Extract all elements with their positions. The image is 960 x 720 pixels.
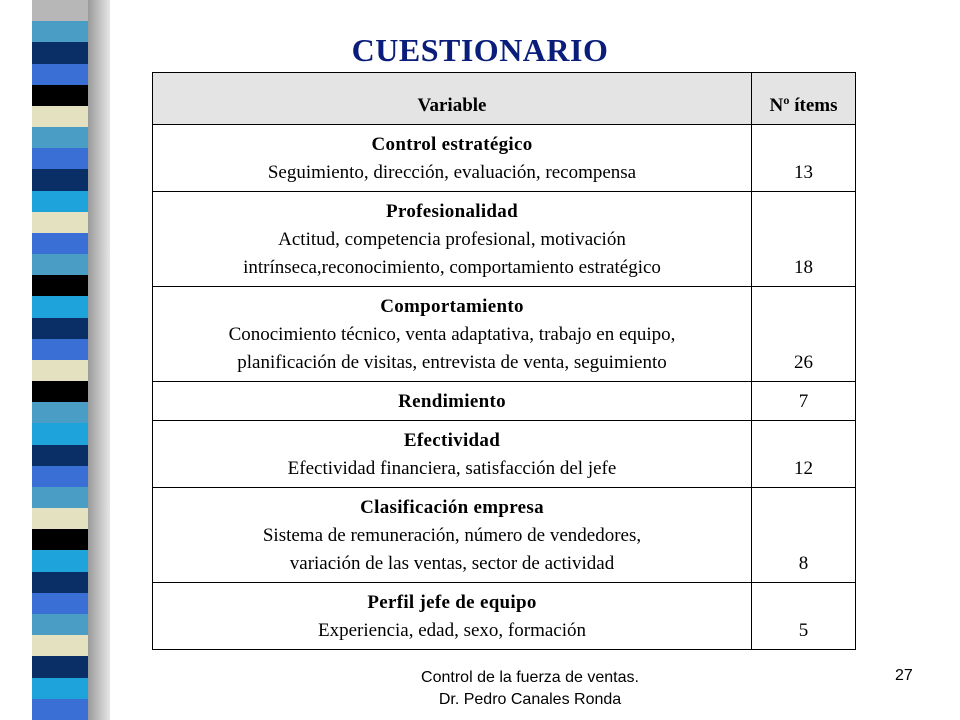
- variable-cell: [153, 192, 752, 287]
- variable-cell: [153, 583, 752, 650]
- table-row: [153, 488, 856, 583]
- table-row: [153, 382, 856, 421]
- variable-description: Sistema de remuneración, número de vendedores,: [262, 525, 642, 546]
- table-row: [153, 287, 856, 382]
- variable-description: intrínseca,reconocimiento, comportamiento estratégico: [243, 257, 661, 278]
- stripe-segment: [32, 254, 88, 275]
- stripe-segment: [32, 191, 88, 212]
- variable-name: Control estratégico: [371, 134, 533, 155]
- footer-author: Dr. Pedro Canales Ronda: [438, 691, 622, 708]
- variable-cell: [153, 488, 752, 583]
- stripe-segment: [32, 275, 88, 296]
- table-row: [153, 421, 856, 488]
- table-row: [153, 192, 856, 287]
- stripe-segment: [32, 233, 88, 254]
- header-variable: Variable: [153, 73, 752, 125]
- decorative-stripe-band: [32, 0, 88, 720]
- slide-title: CUESTIONARIO: [351, 32, 609, 68]
- questionnaire-table: [152, 72, 856, 650]
- variable-description: Efectividad financiera, satisfacción del jefe: [287, 458, 617, 479]
- items-count: 12: [752, 421, 856, 488]
- table-row: [153, 125, 856, 192]
- stripe-segment: [32, 614, 88, 635]
- stripe-segment: [32, 85, 88, 106]
- items-count: 7: [752, 382, 856, 421]
- variable-description: variación de las ventas, sector de actividad: [289, 553, 615, 574]
- stripe-segment: [32, 635, 88, 656]
- stripe-segment: [32, 402, 88, 423]
- variable-description: Seguimiento, dirección, evaluación, recompensa: [267, 162, 637, 183]
- stripe-segment: [32, 699, 88, 720]
- stripe-segment: [32, 296, 88, 317]
- stripe-segment: [32, 423, 88, 444]
- variable-name: Comportamiento: [380, 296, 524, 317]
- table-header-row: [153, 73, 856, 125]
- stripe-segment: [32, 445, 88, 466]
- items-count: 5: [752, 583, 856, 650]
- stripe-segment: [32, 318, 88, 339]
- slide-footer: [300, 667, 760, 711]
- stripe-segment: [32, 550, 88, 571]
- variable-cell: [153, 421, 752, 488]
- stripe-segment: [32, 0, 88, 21]
- items-count: 13: [752, 125, 856, 192]
- footer-course-title: Control de la fuerza de ventas.: [421, 669, 639, 686]
- variable-name: Perfil jefe de equipo: [367, 592, 537, 613]
- stripe-segment: [32, 127, 88, 148]
- variable-cell: [153, 382, 752, 421]
- stripe-segment: [32, 678, 88, 699]
- variable-name: Clasificación empresa: [360, 497, 544, 518]
- variable-description: planificación de visitas, entrevista de venta, seguimiento: [237, 352, 667, 373]
- stripe-segment: [32, 360, 88, 381]
- stripe-segment: [32, 148, 88, 169]
- stripe-segment: [32, 529, 88, 550]
- stripe-segment: [32, 169, 88, 190]
- items-count: 8: [752, 488, 856, 583]
- variable-name: Profesionalidad: [386, 201, 518, 222]
- stripe-segment: [32, 106, 88, 127]
- stripe-segment: [32, 593, 88, 614]
- variable-name: Rendimiento: [398, 391, 506, 412]
- variable-description: Experiencia, edad, sexo, formación: [318, 620, 586, 641]
- variable-cell: [153, 287, 752, 382]
- stripe-segment: [32, 381, 88, 402]
- page-number: 27: [895, 667, 913, 684]
- variable-name: Efectividad: [403, 430, 501, 451]
- variable-cell: [153, 125, 752, 192]
- stripe-segment: [32, 212, 88, 233]
- variable-description: Conocimiento técnico, venta adaptativa, trabajo en equipo,: [228, 324, 676, 345]
- stripe-segment: [32, 466, 88, 487]
- stripe-segment: [32, 487, 88, 508]
- items-count: 18: [752, 192, 856, 287]
- stripe-segment: [32, 508, 88, 529]
- stripe-segment: [32, 572, 88, 593]
- stripe-segment: [32, 339, 88, 360]
- stripe-segment: [32, 656, 88, 677]
- table-row: [153, 583, 856, 650]
- variable-description: Actitud, competencia profesional, motivación: [278, 229, 626, 250]
- header-items: Nº ítems: [752, 73, 856, 125]
- items-count: 26: [752, 287, 856, 382]
